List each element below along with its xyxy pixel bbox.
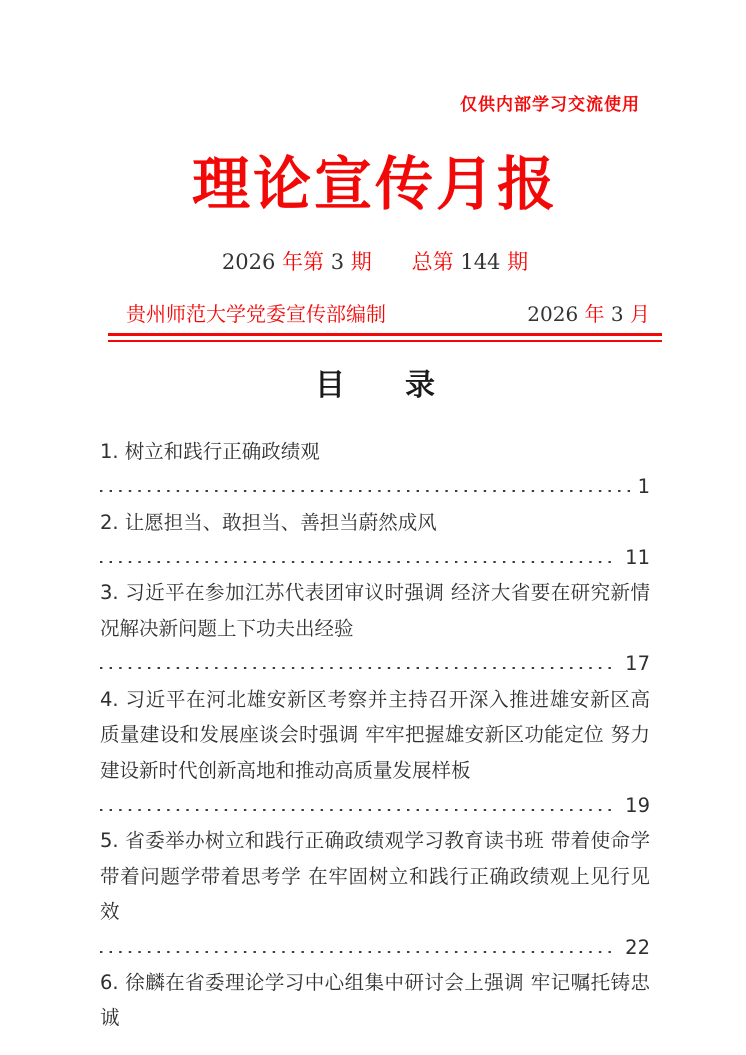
- toc-entry: [100, 965, 650, 1036]
- date-year: 2026: [527, 302, 585, 327]
- leader-dots-icon: [100, 788, 618, 823]
- toc-item-leader: [100, 930, 650, 965]
- total-suffix: 期: [507, 250, 529, 275]
- toc-item-title: 1. 树立和践行正确政绩观: [100, 439, 320, 463]
- toc-entry: [100, 434, 650, 505]
- toc-item-leader: [100, 540, 650, 575]
- toc-item-leader: [100, 469, 650, 504]
- toc-item-leader: [100, 646, 650, 681]
- toc-item-page: 19: [625, 793, 650, 817]
- leader-dots-icon: [100, 540, 618, 575]
- internal-use-notice: 仅供内部学习交流使用: [460, 95, 640, 115]
- issue-number: 3: [330, 250, 351, 275]
- toc-item-title: 4. 习近平在河北雄安新区考察并主持召开深入推进雄安新区高质量建设和发展座谈会时强调 牢牢把握雄安新区功能定位 努力建设新时代创新高地和推动高质量发展样板: [100, 687, 650, 782]
- issue-year: 2026: [221, 250, 283, 275]
- toc-item-title: 5. 省委举办树立和践行正确政绩观学习教育读书班 带着使命学带着问题学带着思考学 在牢固树立和践行正确政绩观上见行见效: [100, 829, 650, 924]
- toc-entry: [100, 682, 650, 824]
- toc-item-page: 22: [625, 935, 650, 959]
- toc-entry: [100, 505, 650, 576]
- page-title: 理论宣传月报: [191, 150, 558, 218]
- leader-dots-icon: [100, 646, 618, 681]
- issue-label: 期: [350, 250, 372, 275]
- toc-heading: 目 录: [315, 367, 435, 403]
- toc-item-page: 1: [637, 475, 650, 499]
- toc-item-leader: [100, 788, 650, 823]
- masthead-row: [100, 298, 650, 327]
- toc-item-page: 11: [625, 546, 650, 570]
- publisher-name: 贵州师范大学党委宣传部编制: [126, 302, 386, 327]
- toc-entry: [100, 575, 650, 681]
- leader-dots-icon: [100, 930, 618, 965]
- toc-item-title: 3. 习近平在参加江苏代表团审议时强调 经济大省要在研究新情况解决新问题上下功夫出经验: [100, 581, 650, 640]
- total-label: 总第: [411, 250, 461, 275]
- red-double-rule: [108, 333, 662, 342]
- issue-year-label: 年第: [282, 250, 331, 275]
- publication-date: [527, 298, 650, 327]
- date-month-label: 月: [630, 302, 650, 327]
- issue-line: [100, 246, 650, 276]
- leader-dots-icon: [100, 469, 631, 504]
- date-year-label: 年: [584, 302, 611, 327]
- toc-entry: [100, 823, 650, 965]
- toc-item-title: 2. 让愿担当、敢担当、善担当蔚然成风: [100, 510, 437, 534]
- toc-item-title: 6. 徐麟在省委理论学习中心组集中研讨会上强调 牢记嘱托铸忠诚: [100, 970, 650, 1030]
- date-month: 3: [610, 302, 630, 327]
- total-number: 144: [460, 250, 508, 275]
- toc-list: [100, 434, 650, 1036]
- toc-item-page: 17: [625, 652, 650, 676]
